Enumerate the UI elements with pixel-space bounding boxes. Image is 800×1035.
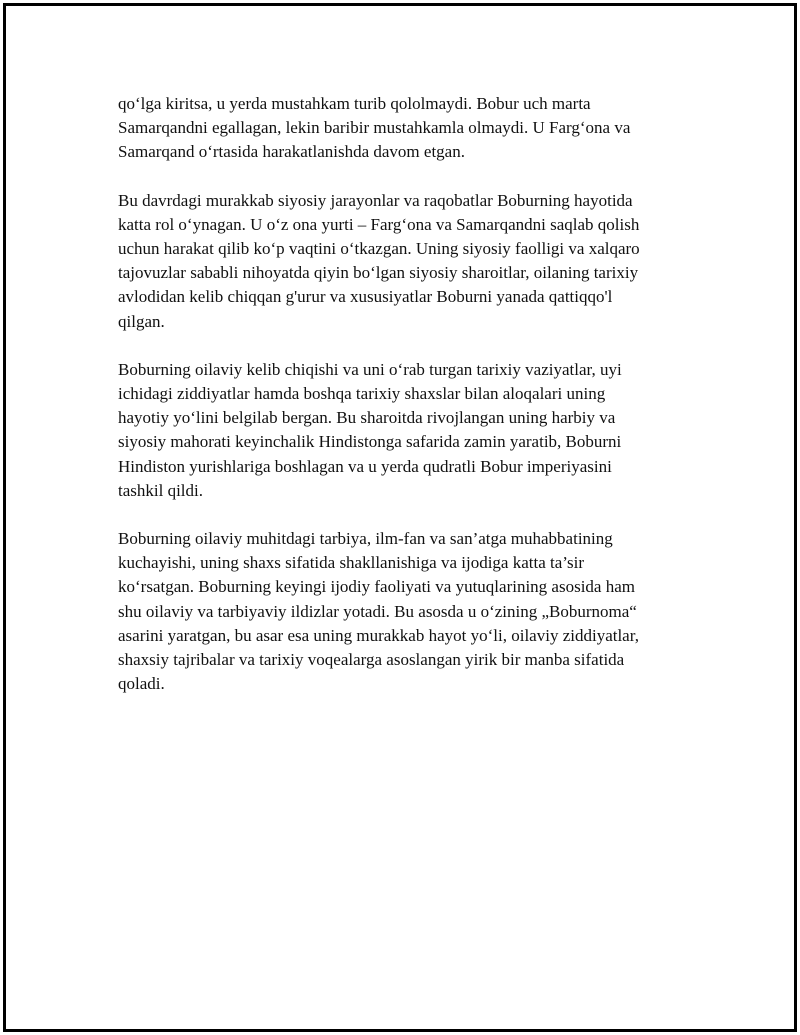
paragraph-4: Boburning oilaviy muhitdagi tarbiya, ilm-fan va san’atga muhabbatining kuchayishi, uning shaxs sifatida shakllanishiga va ijodiga katta ta’sir ko‘rsatgan. Boburning keyingi ijodiy faoliyati va yutuqlarining asosida ham shu oilaviy va tarbiyaviy ildizlar yotadi. Bu asosda u o‘zining „Boburnoma“ asarini yaratgan, bu asar esa uning murakkab hayot yo‘li, oilaviy ziddiyatlar, shaxsiy tajribalar va tarixiy voqealarga asoslangan yirik bir manba sifatida qoladi.	[118, 529, 639, 694]
paragraph-1: qo‘lga kiritsa, u yerda mustahkam turib qololmaydi. Bobur uch marta Samarqandni egallagan, lekin baribir mustahkamla olmaydi. U Farg‘ona va Samarqand o‘rtasida harakatlanishda davom etgan.	[118, 94, 631, 162]
paragraph-3: Boburning oilaviy kelib chiqishi va uni o‘rab turgan tarixiy vaziyatlar, uyi ichidagi ziddiyatlar hamda boshqa tarixiy shaxslar bilan aloqalari uning hayotiy yo‘lini belgilab bergan. Bu sharoitda rivojlangan uning harbiy va siyosiy mahorati keyinchalik Hindistonga safarida zamin yaratib, Boburni Hindiston yurishlariga boshlagan va u yerda qudratli Bobur imperiyasini tashkil qildi.	[118, 359, 622, 500]
paragraph-2: Bu davrdagi murakkab siyosiy jarayonlar va raqobatlar Boburning hayotida katta rol o‘ynagan. U o‘z ona yurti – Farg‘ona va Samarqandni saqlab qolish uchun harakat qilib ko‘p vaqtini o‘tkazgan. Uning siyosiy faolligi va xalqaro tajovuzlar sababli nihoyatda qiyin bo‘lgan siyosiy sharoitlar, oilaning tarixiy avlodidan kelib chiqqan g'urur va xususiyatlar Boburni yanada qattiqqo'l qilgan.	[118, 190, 640, 331]
document-body	[118, 92, 678, 720]
